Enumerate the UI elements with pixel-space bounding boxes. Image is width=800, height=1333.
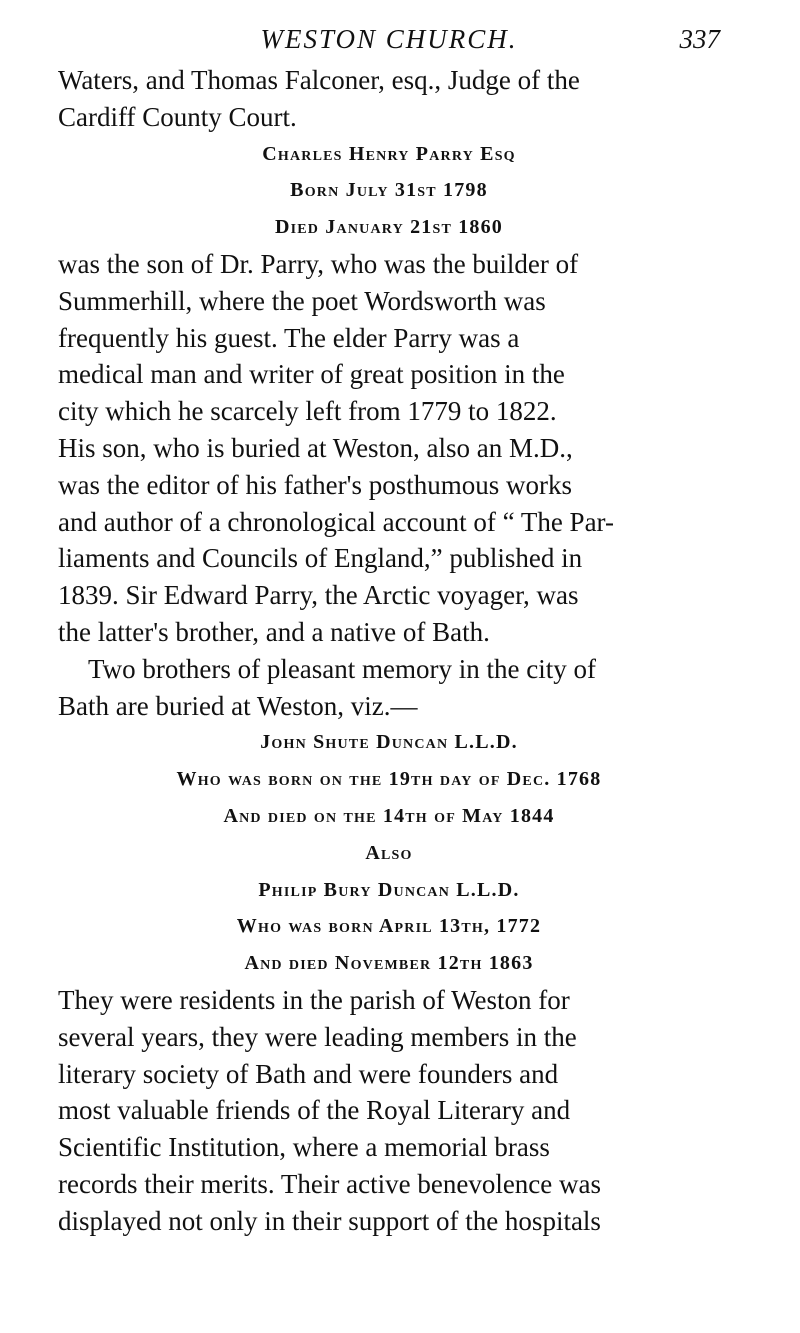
text-line: records their merits. Their active benevolence was: [58, 1168, 602, 1199]
paragraph-continued: [58, 62, 720, 136]
paragraph-duncan: [58, 982, 720, 1240]
paragraph-duncan-intro: [58, 651, 720, 725]
text-line: was the son of Dr. Parry, who was the builder of: [58, 248, 579, 279]
text-line: city which he scarcely left from 1779 to 1822.: [58, 396, 557, 427]
book-page: [58, 24, 720, 1240]
text-line: Two brothers of pleasant memory in the city of: [88, 653, 596, 684]
text-line: literary society of Bath and were founders and: [58, 1058, 559, 1089]
text-line: liaments and Councils of England,” published in: [58, 543, 583, 574]
text-line: Scientific Institution, where a memorial brass: [58, 1132, 550, 1163]
text-line: displayed not only in their support of the hospitals: [58, 1205, 601, 1236]
text-line: frequently his guest. The elder Parry was a: [58, 322, 520, 353]
running-title: WESTON CHURCH.: [260, 24, 518, 54]
inscription-died: And died on the 14th of May 1844: [223, 804, 555, 827]
inscription-duncan-brothers: [58, 724, 720, 982]
text-line: Cardiff County Court.: [58, 101, 297, 132]
inscription-died: Died January 21st 1860: [274, 216, 504, 239]
text-line: most valuable friends of the Royal Literary and: [58, 1095, 571, 1126]
inscription-also: Also: [365, 841, 413, 864]
text-line: His son, who is buried at Weston, also an M.D.,: [58, 432, 573, 463]
inscription-born: Who was born on the 19th day of Dec. 1768: [176, 768, 602, 791]
text-line: Bath are buried at Weston, viz.—: [58, 690, 418, 721]
text-line: was the editor of his father's posthumous works: [58, 469, 573, 500]
inscription-born: Born July 31st 1798: [290, 179, 488, 202]
inscription-name: John Shute Duncan L.L.D.: [260, 731, 518, 754]
inscription-name: Charles Henry Parry Esq: [262, 142, 516, 165]
text-line: They were residents in the parish of Weston for: [58, 984, 570, 1015]
inscription-died: And died November 12th 1863: [244, 952, 534, 975]
text-line: several years, they were leading members in the: [58, 1021, 577, 1052]
text-line: 1839. Sir Edward Parry, the Arctic voyager, was: [58, 580, 579, 611]
page-header: [58, 24, 720, 62]
inscription-charles-henry-parry: [58, 136, 720, 246]
inscription-born: Who was born April 13th, 1772: [236, 915, 542, 938]
text-line: Waters, and Thomas Falconer, esq., Judge of the: [58, 65, 580, 95]
text-line: and author of a chronological account of “ The Par-: [58, 506, 614, 537]
text-line: the latter's brother, and a native of Bath.: [58, 616, 490, 647]
page-number: 337: [679, 24, 720, 54]
text-line: Summerhill, where the poet Wordsworth was: [58, 285, 546, 316]
inscription-name: Philip Bury Duncan L.L.D.: [258, 878, 520, 901]
paragraph-parry: [58, 246, 720, 651]
text-line: medical man and writer of great position in the: [58, 359, 565, 390]
